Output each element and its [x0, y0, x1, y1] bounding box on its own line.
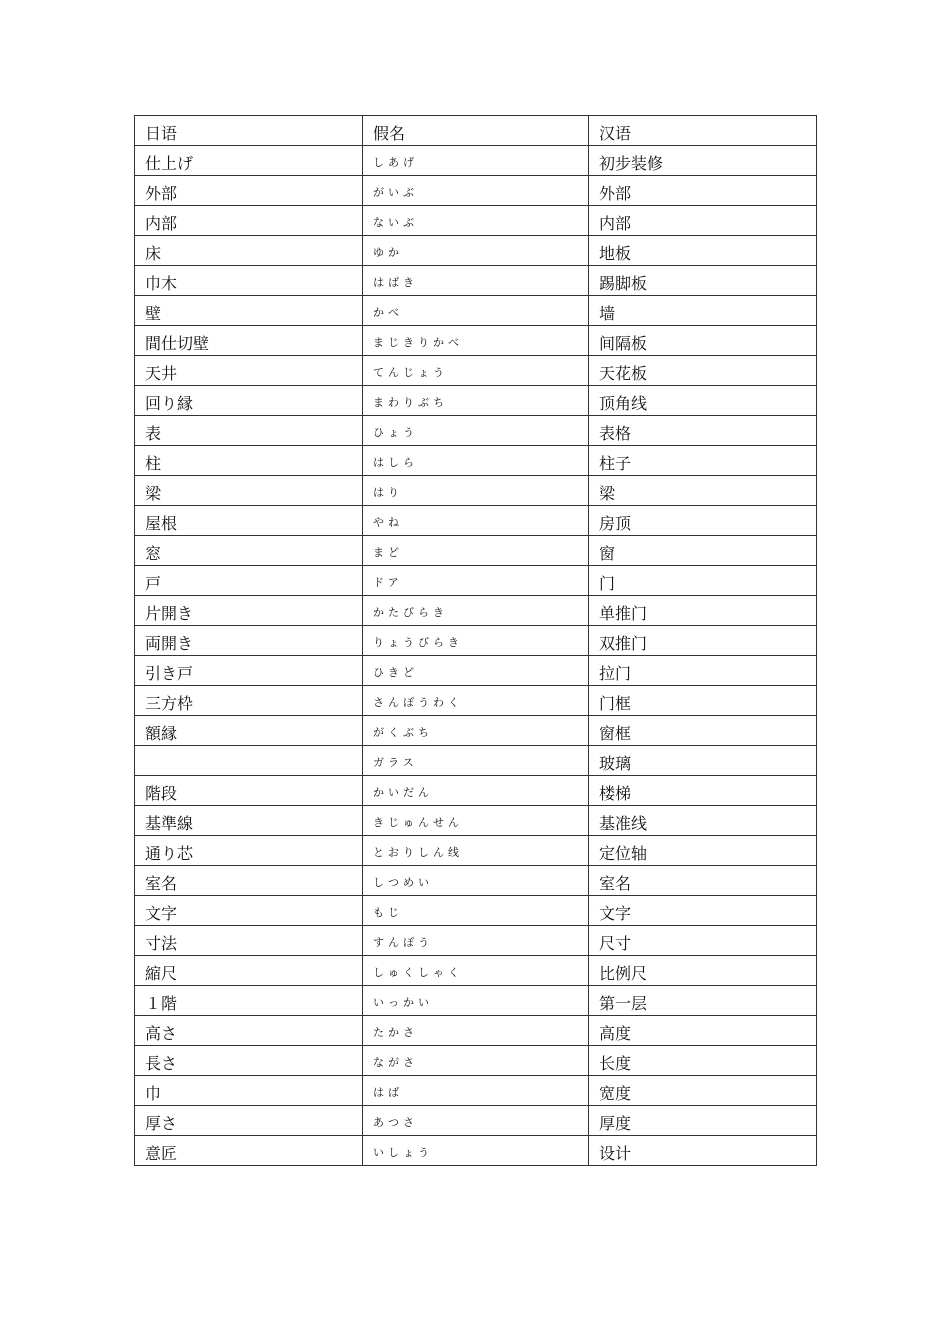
cell-japanese: 床 — [135, 236, 363, 266]
cell-japanese: 三方枠 — [135, 686, 363, 716]
cell-japanese: 階段 — [135, 776, 363, 806]
cell-kana: はり — [363, 476, 589, 506]
cell-japanese: 引き戸 — [135, 656, 363, 686]
cell-kana: きじゅんせん — [363, 806, 589, 836]
table-row — [135, 806, 817, 836]
cell-kana: はば — [363, 1076, 589, 1106]
cell-japanese: 内部 — [135, 206, 363, 236]
cell-kana: さんぽうわく — [363, 686, 589, 716]
table-row — [135, 176, 817, 206]
cell-chinese: 门 — [589, 566, 817, 596]
table-row — [135, 686, 817, 716]
cell-chinese: 双推门 — [589, 626, 817, 656]
cell-japanese: 片開き — [135, 596, 363, 626]
cell-chinese: 单推门 — [589, 596, 817, 626]
table-row — [135, 296, 817, 326]
cell-chinese: 梁 — [589, 476, 817, 506]
cell-kana: かべ — [363, 296, 589, 326]
cell-kana: しゅくしゃく — [363, 956, 589, 986]
table-row — [135, 566, 817, 596]
table-row — [135, 266, 817, 296]
table-row — [135, 746, 817, 776]
cell-chinese: 第一层 — [589, 986, 817, 1016]
cell-japanese: 巾木 — [135, 266, 363, 296]
cell-kana: しあげ — [363, 146, 589, 176]
cell-japanese: 両開き — [135, 626, 363, 656]
cell-chinese: 踢脚板 — [589, 266, 817, 296]
cell-chinese: 顶角线 — [589, 386, 817, 416]
cell-japanese: 文字 — [135, 896, 363, 926]
cell-chinese: 比例尺 — [589, 956, 817, 986]
cell-kana: たかさ — [363, 1016, 589, 1046]
table-row — [135, 356, 817, 386]
cell-japanese: 厚さ — [135, 1106, 363, 1136]
cell-japanese: 額縁 — [135, 716, 363, 746]
table-row — [135, 1136, 817, 1166]
cell-kana: ながさ — [363, 1046, 589, 1076]
cell-chinese: 定位轴 — [589, 836, 817, 866]
cell-chinese: 高度 — [589, 1016, 817, 1046]
table-row — [135, 926, 817, 956]
cell-kana: すんぽう — [363, 926, 589, 956]
table-row — [135, 326, 817, 356]
cell-japanese: 窓 — [135, 536, 363, 566]
table-row — [135, 236, 817, 266]
table-row — [135, 956, 817, 986]
cell-japanese: 仕上げ — [135, 146, 363, 176]
table-row — [135, 836, 817, 866]
cell-kana: とおりしん线 — [363, 836, 589, 866]
cell-chinese: 窗框 — [589, 716, 817, 746]
vocabulary-table-body — [135, 116, 817, 1166]
cell-kana: ドア — [363, 566, 589, 596]
cell-japanese: １階 — [135, 986, 363, 1016]
table-row — [135, 656, 817, 686]
table-row — [135, 716, 817, 746]
cell-chinese: 设计 — [589, 1136, 817, 1166]
cell-kana: はしら — [363, 446, 589, 476]
cell-japanese: 縮尺 — [135, 956, 363, 986]
table-row — [135, 776, 817, 806]
table-row — [135, 206, 817, 236]
cell-kana: しつめい — [363, 866, 589, 896]
cell-kana: てんじょう — [363, 356, 589, 386]
table-row — [135, 596, 817, 626]
table-row — [135, 506, 817, 536]
cell-japanese: 間仕切壁 — [135, 326, 363, 356]
table-row — [135, 146, 817, 176]
table-row — [135, 536, 817, 566]
header-chinese: 汉语 — [589, 116, 817, 146]
table-row — [135, 446, 817, 476]
cell-kana: あつさ — [363, 1106, 589, 1136]
cell-kana: かいだん — [363, 776, 589, 806]
cell-japanese: 梁 — [135, 476, 363, 506]
cell-kana: まわりぶち — [363, 386, 589, 416]
table-row — [135, 866, 817, 896]
cell-japanese: 壁 — [135, 296, 363, 326]
cell-chinese: 厚度 — [589, 1106, 817, 1136]
cell-japanese — [135, 746, 363, 776]
cell-chinese: 玻璃 — [589, 746, 817, 776]
cell-chinese: 墙 — [589, 296, 817, 326]
cell-kana: ひきど — [363, 656, 589, 686]
cell-chinese: 文字 — [589, 896, 817, 926]
cell-chinese: 房顶 — [589, 506, 817, 536]
cell-kana: がくぶち — [363, 716, 589, 746]
table-row — [135, 1046, 817, 1076]
cell-kana: やね — [363, 506, 589, 536]
cell-chinese: 柱子 — [589, 446, 817, 476]
table-row — [135, 386, 817, 416]
cell-kana: いしょう — [363, 1136, 589, 1166]
cell-chinese: 间隔板 — [589, 326, 817, 356]
cell-chinese: 内部 — [589, 206, 817, 236]
cell-chinese: 宽度 — [589, 1076, 817, 1106]
cell-japanese: 巾 — [135, 1076, 363, 1106]
cell-japanese: 回り縁 — [135, 386, 363, 416]
cell-chinese: 外部 — [589, 176, 817, 206]
cell-japanese: 通り芯 — [135, 836, 363, 866]
cell-japanese: 戸 — [135, 566, 363, 596]
cell-japanese: 寸法 — [135, 926, 363, 956]
cell-japanese: 基準線 — [135, 806, 363, 836]
vocabulary-table — [134, 115, 817, 1166]
cell-kana: ゆか — [363, 236, 589, 266]
table-row — [135, 626, 817, 656]
header-japanese: 日语 — [135, 116, 363, 146]
cell-kana: ないぶ — [363, 206, 589, 236]
table-row — [135, 1106, 817, 1136]
table-row — [135, 1076, 817, 1106]
cell-chinese: 地板 — [589, 236, 817, 266]
cell-japanese: 柱 — [135, 446, 363, 476]
cell-japanese: 意匠 — [135, 1136, 363, 1166]
cell-chinese: 初步装修 — [589, 146, 817, 176]
table-row — [135, 986, 817, 1016]
cell-kana: もじ — [363, 896, 589, 926]
cell-kana: まじきりかべ — [363, 326, 589, 356]
cell-kana: いっかい — [363, 986, 589, 1016]
cell-kana: はばき — [363, 266, 589, 296]
cell-japanese: 長さ — [135, 1046, 363, 1076]
cell-chinese: 表格 — [589, 416, 817, 446]
cell-kana: がいぶ — [363, 176, 589, 206]
cell-kana: ひょう — [363, 416, 589, 446]
cell-chinese: 室名 — [589, 866, 817, 896]
cell-kana: まど — [363, 536, 589, 566]
cell-japanese: 室名 — [135, 866, 363, 896]
cell-chinese: 天花板 — [589, 356, 817, 386]
cell-chinese: 长度 — [589, 1046, 817, 1076]
cell-chinese: 拉门 — [589, 656, 817, 686]
cell-japanese: 天井 — [135, 356, 363, 386]
cell-chinese: 基准线 — [589, 806, 817, 836]
cell-japanese: 高さ — [135, 1016, 363, 1046]
cell-chinese: 尺寸 — [589, 926, 817, 956]
cell-kana: ガラス — [363, 746, 589, 776]
table-row — [135, 476, 817, 506]
table-row — [135, 1016, 817, 1046]
table-row — [135, 416, 817, 446]
cell-chinese: 楼梯 — [589, 776, 817, 806]
cell-chinese: 门框 — [589, 686, 817, 716]
cell-kana: かたびらき — [363, 596, 589, 626]
cell-kana: りょうびらき — [363, 626, 589, 656]
cell-japanese: 屋根 — [135, 506, 363, 536]
cell-japanese: 表 — [135, 416, 363, 446]
header-kana: 假名 — [363, 116, 589, 146]
cell-japanese: 外部 — [135, 176, 363, 206]
cell-chinese: 窗 — [589, 536, 817, 566]
table-row — [135, 896, 817, 926]
table-header-row — [135, 116, 817, 146]
